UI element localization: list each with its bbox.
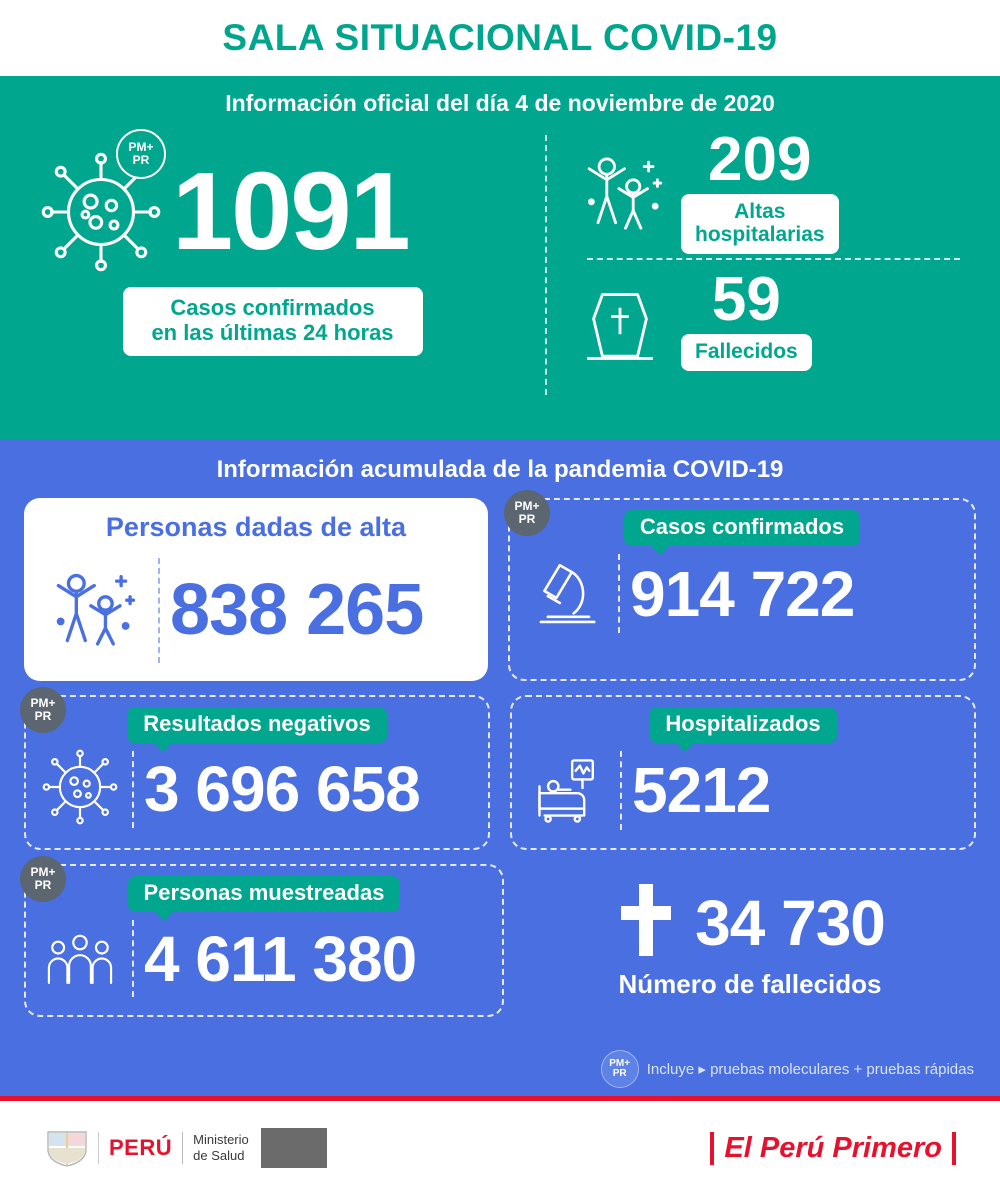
page-title: SALA SITUACIONAL COVID-19: [222, 17, 778, 58]
hospital-bed-icon: [524, 745, 610, 836]
card-negative: [24, 695, 490, 850]
minsa-logo: [44, 1128, 327, 1168]
cumulative-grid: [0, 498, 1000, 1017]
pmpr-badge-confirmed: PM+ PR: [504, 490, 550, 536]
daily-confirmed-value: 1091: [172, 149, 409, 273]
daily-right-column: [547, 123, 1000, 413]
daily-discharges-label: Altas hospitalarias: [681, 194, 839, 254]
daily-deaths-label: Fallecidos: [681, 334, 812, 371]
card-negative-value: 3 696 658: [144, 753, 420, 826]
daily-discharges-card: [547, 123, 1000, 254]
divider: [158, 558, 160, 663]
pmpr-badge-sampled: PM+ PR: [20, 856, 66, 902]
peru-coat-of-arms-icon: [44, 1128, 90, 1168]
people-celebrating-icon: [565, 138, 675, 248]
card-confirmed: [508, 498, 976, 681]
card-discharged-value: 838 265: [170, 570, 424, 651]
daily-discharges-value: 209: [708, 125, 812, 194]
divider: [182, 1132, 183, 1164]
ministry-label: Ministerio de Salud: [193, 1132, 249, 1163]
cumulative-row-3: [24, 864, 976, 1017]
daily-deaths-card: [547, 266, 1000, 376]
card-hospitalized-label: Hospitalizados: [649, 707, 836, 743]
card-deaths-label: Número de fallecidos: [618, 969, 882, 1000]
card-sampled-label: Personas muestreadas: [128, 876, 401, 912]
daily-confirmed-card: [0, 123, 545, 413]
divider: [620, 751, 622, 830]
daily-subtitle: Información oficial del día 4 de noviembre de 2020: [225, 90, 775, 116]
footer: [0, 1101, 1000, 1195]
divider: [132, 751, 134, 828]
peru-label: PERÚ: [109, 1135, 173, 1160]
daily-discharges-text: [681, 125, 839, 254]
card-deaths: [524, 864, 976, 1017]
card-discharged: [24, 498, 488, 681]
cumulative-section: [0, 440, 1000, 1096]
group-people-icon: [38, 914, 122, 1003]
daily-confirmed-row: [0, 123, 545, 277]
daily-confirmed-caption: Casos confirmados en las últimas 24 horas: [123, 287, 423, 356]
cross-icon: [615, 880, 677, 965]
card-hospitalized-value: 5212: [632, 754, 771, 827]
cumulative-row-2: [24, 695, 976, 850]
divider: [618, 554, 620, 633]
daily-section: [0, 76, 1000, 440]
card-sampled-value: 4 611 380: [144, 922, 417, 995]
footnote-text: Incluye ▸ pruebas moleculares + pruebas rápidas: [646, 1061, 974, 1078]
card-negative-label: Resultados negativos: [127, 707, 386, 743]
slogan: El Perú Primero: [710, 1132, 956, 1165]
title-bar: [0, 0, 1000, 76]
card-confirmed-value: 914 722: [630, 557, 855, 630]
people-celebrating-icon: [36, 552, 148, 669]
coffin-icon: [565, 266, 675, 376]
daily-columns: [0, 123, 1000, 413]
cumulative-row-1: [24, 498, 976, 681]
daily-deaths-text: [681, 265, 812, 371]
pmpr-badge-footnote: PM+ PR: [601, 1050, 639, 1088]
daily-deaths-value: 59: [711, 265, 781, 335]
card-discharged-label: Personas dadas de alta: [90, 508, 422, 550]
divider: [132, 920, 134, 997]
card-sampled: [24, 864, 504, 1017]
microscope-icon: [522, 548, 608, 639]
daily-right-separator: [587, 258, 960, 260]
card-deaths-value: 34 730: [695, 886, 885, 959]
virus-icon: [38, 745, 122, 834]
cumulative-footnote: [601, 1050, 974, 1088]
card-hospitalized: [510, 695, 976, 850]
logo-gray-block: [261, 1128, 327, 1168]
pmpr-badge-daily: PM+ PR: [116, 129, 166, 179]
cumulative-subtitle: Información acumulada de la pandemia COVID-19: [216, 456, 784, 483]
pmpr-badge-negative: PM+ PR: [20, 687, 66, 733]
minsa-text: [98, 1132, 249, 1164]
card-confirmed-label: Casos confirmados: [624, 510, 860, 546]
